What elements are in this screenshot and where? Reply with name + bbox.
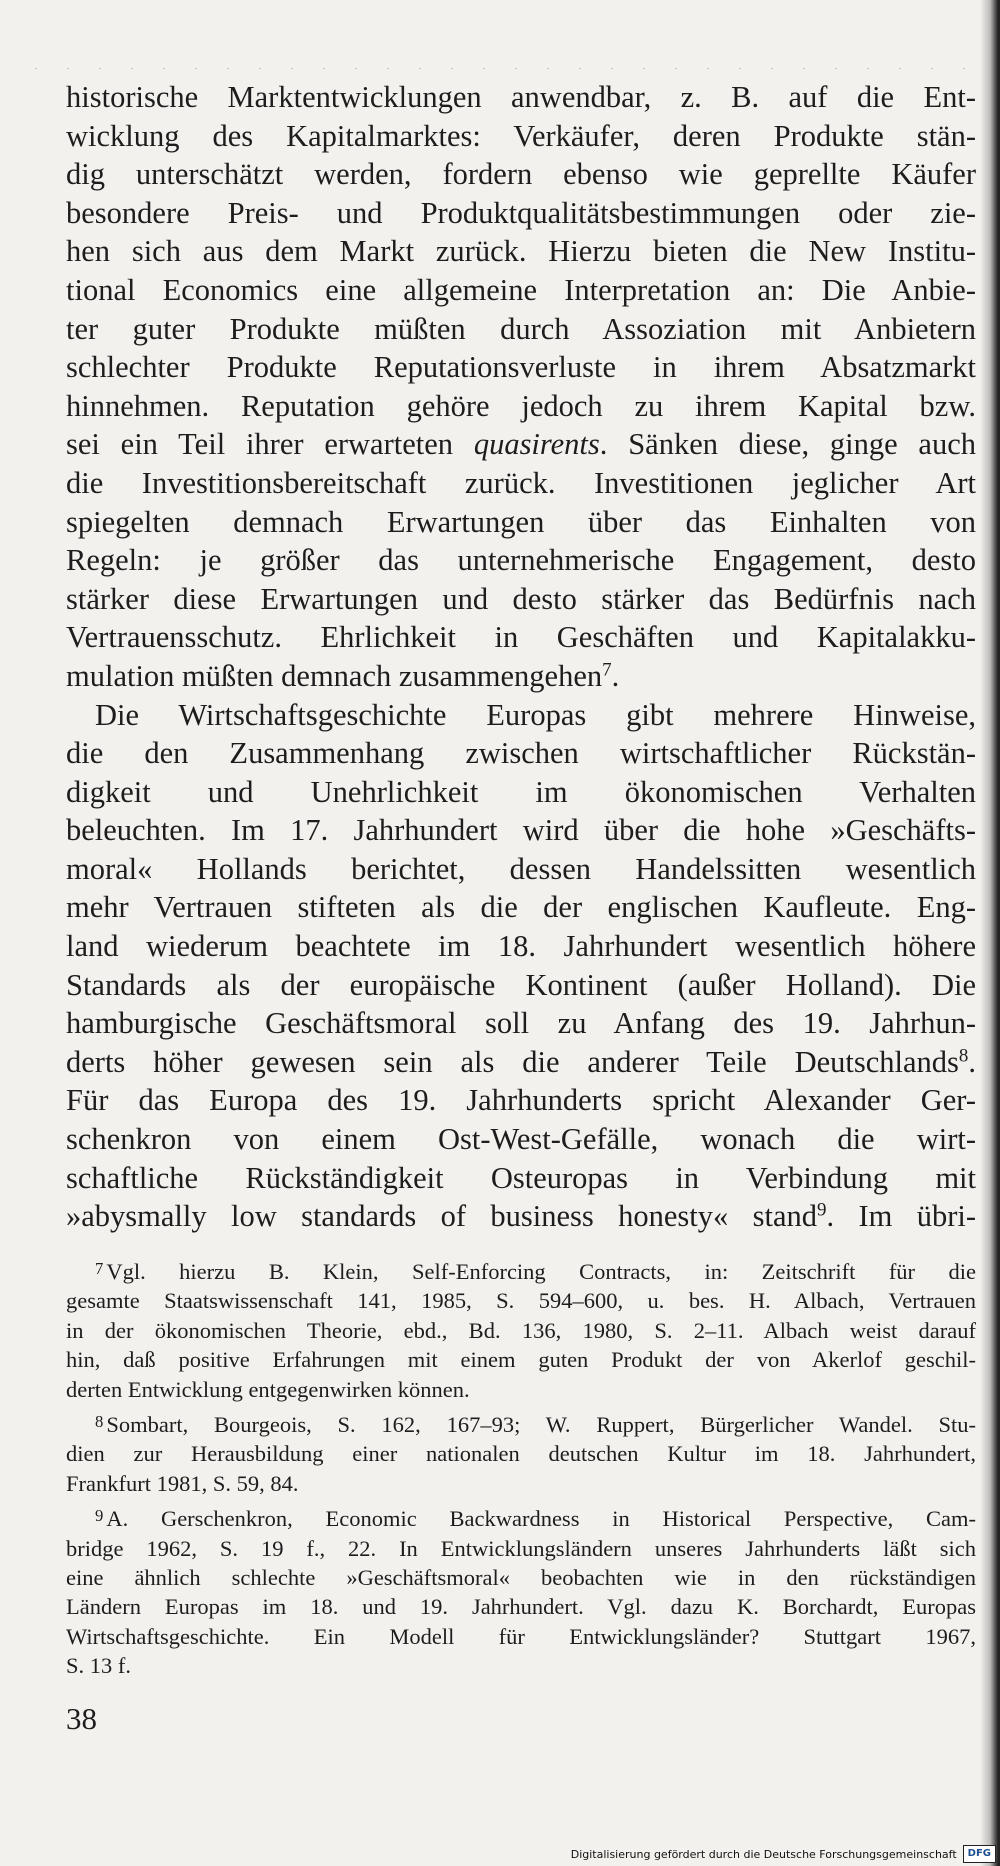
footnote-text: Sombart, Bourgeois, S. 162, 167–93; W. Ruppert, Bürgerlicher Wandel. Stu-	[106, 1411, 976, 1437]
text-line: besondere Preis- und Produktqualitätsbestimmungen oder zie-	[66, 195, 976, 230]
text-line: hen sich aus dem Markt zurück. Hierzu bieten die New Institu-	[66, 234, 976, 269]
text-line	[66, 1197, 976, 1236]
text-line: hamburgische Geschäftsmoral soll zu Anfang des 19. Jahrhun-	[66, 1006, 976, 1041]
footnote-line: hin, daß positive Erfahrungen mit einem guten Produkt der von Akerlof geschil-	[66, 1347, 976, 1373]
footnote-number: 9	[95, 1506, 104, 1526]
text-line: tional Economics eine allgemeine Interpretation an: Die Anbie-	[66, 272, 976, 307]
page-number: 38	[66, 1701, 97, 1736]
text-segment: »abysmally low standards of business honesty« stand	[66, 1199, 818, 1234]
text-line: dig unterschätzt werden, fordern ebenso wie geprellte Käufer	[66, 157, 976, 192]
italic-term: quasirents	[473, 427, 600, 462]
footnote-line: in der ökonomischen Theorie, ebd., Bd. 136, 1980, S. 2–11. Albach weist darauf	[66, 1317, 976, 1343]
footnote-text: Vgl. hierzu B. Klein, Self-Enforcing Contracts, in: Zeitschrift für die	[106, 1259, 976, 1284]
text-line: Für das Europa des 19. Jahrhunderts spricht Alexander Ger-	[66, 1083, 976, 1118]
text-line: moral« Hollands berichtet, dessen Handelssitten wesentlich	[66, 851, 976, 886]
text-line: Vertrauensschutz. Ehrlichkeit in Geschäften und Kapitalakku-	[66, 620, 976, 655]
text-line: wicklung des Kapitalmarktes: Verkäufer, deren Produkte stän-	[66, 118, 976, 153]
text-segment: . Im übri-	[826, 1199, 976, 1234]
text-line: schlechter Produkte Reputationsverluste in ihrem Absatzmarkt	[66, 350, 976, 385]
footnote-line	[66, 1410, 976, 1439]
text-line: Regeln: je größer das unternehmerische Engagement, desto	[66, 543, 976, 578]
text-line: stärker diese Erwartungen und desto stärker das Bedürfnis nach	[66, 581, 976, 616]
text-segment: .	[611, 658, 620, 693]
text-line: spiegelten demnach Erwartungen über das Einhalten von	[66, 504, 976, 539]
footnotes	[66, 1257, 976, 1680]
text-line: historische Marktentwicklungen anwendbar, z. B. auf die Ent-	[66, 80, 976, 114]
text-line: digkeit und Unehrlichkeit im ökonomischen Verhalten	[66, 774, 976, 809]
footnote-line: Wirtschaftsgeschichte. Ein Modell für Entwicklungsländer? Stuttgart 1967,	[66, 1623, 976, 1649]
footnote-line: derten Entwicklung entgegenwirken können.	[66, 1376, 470, 1402]
text-line: mehr Vertrauen stifteten als die der englischen Kaufleute. Eng-	[66, 890, 976, 925]
footnote-line: dien zur Herausbildung einer nationalen deutschen Kultur im 18. Jahrhundert,	[66, 1441, 976, 1467]
top-dotted-rule	[20, 68, 980, 69]
footnote-number: 7	[95, 1259, 104, 1279]
footnote-line: Ländern Europas im 18. und 19. Jahrhundert. Vgl. dazu K. Borchardt, Europas	[66, 1594, 976, 1620]
digitization-footer	[571, 1844, 996, 1864]
funding-notice: Digitalisierung gefördert durch die Deutsche Forschungsgemeinschaft	[570, 1847, 957, 1861]
text-line	[66, 657, 976, 696]
text-line: hinnehmen. Reputation gehöre jedoch zu ihrem Kapital bzw.	[66, 388, 976, 423]
text-line: schenkron von einem Ost-West-Gefälle, wonach die wirt-	[66, 1122, 976, 1157]
footnote-line: gesamte Staatswissenschaft 141, 1985, S. 594–600, u. bes. H. Albach, Vertrauen	[66, 1288, 976, 1314]
footnote-text: A. Gerschenkron, Economic Backwardness in Historical Perspective, Cam-	[106, 1506, 976, 1532]
text-segment: mulation müßten demnach zusammengehen	[66, 658, 603, 693]
footnote-ref: 7	[602, 659, 612, 681]
dfg-logo-icon: DFG	[963, 1845, 996, 1863]
body-text	[66, 78, 976, 1236]
text-line: land wiederum beachtete im 18. Jahrhundert wesentlich höhere	[66, 929, 976, 964]
text-segment: sei ein Teil ihrer erwarteten	[66, 427, 474, 462]
footnote-8	[66, 1410, 976, 1498]
footnote-number: 8	[95, 1411, 104, 1431]
text-line	[66, 425, 976, 464]
footnote-line: Frankfurt 1981, S. 59, 84.	[66, 1470, 299, 1496]
footnote-ref: 9	[817, 1199, 827, 1221]
footnote-line: bridge 1962, S. 19 f., 22. In Entwicklungsländern unseres Jahrhunderts läßt sich	[66, 1535, 976, 1561]
text-line: die Investitionsbereitschaft zurück. Investitionen jeglicher Art	[66, 465, 976, 500]
footnote-line: eine ähnlich schlechte »Geschäftsmoral« beobachten wie in den rückständigen	[66, 1564, 976, 1590]
footnote-line: S. 13 f.	[66, 1653, 132, 1679]
text-segment: .	[968, 1044, 976, 1079]
text-line: schaftliche Rückständigkeit Osteuropas in Verbindung mit	[66, 1160, 976, 1195]
footnote-line	[66, 1257, 976, 1286]
text-line: Die Wirtschaftsgeschichte Europas gibt mehrere Hinweise,	[95, 697, 976, 732]
footnote-ref: 8	[958, 1045, 969, 1067]
text-segment: derts höher gewesen sein als die anderer Teile Deutschlands	[66, 1044, 959, 1079]
text-segment: . Sänken diese, ginge auch	[599, 427, 976, 462]
footnote-7	[66, 1257, 976, 1404]
text-line: die den Zusammenhang zwischen wirtschaftlicher Rückstän-	[66, 736, 976, 771]
text-line: ter guter Produkte müßten durch Assoziation mit Anbietern	[66, 311, 976, 346]
footnote-line	[66, 1504, 976, 1533]
text-line	[66, 1043, 976, 1082]
footnote-9	[66, 1504, 976, 1680]
text-line: beleuchten. Im 17. Jahrhundert wird über die hohe »Geschäfts-	[66, 813, 976, 848]
text-line: Standards als der europäische Kontinent (außer Holland). Die	[66, 967, 976, 1002]
